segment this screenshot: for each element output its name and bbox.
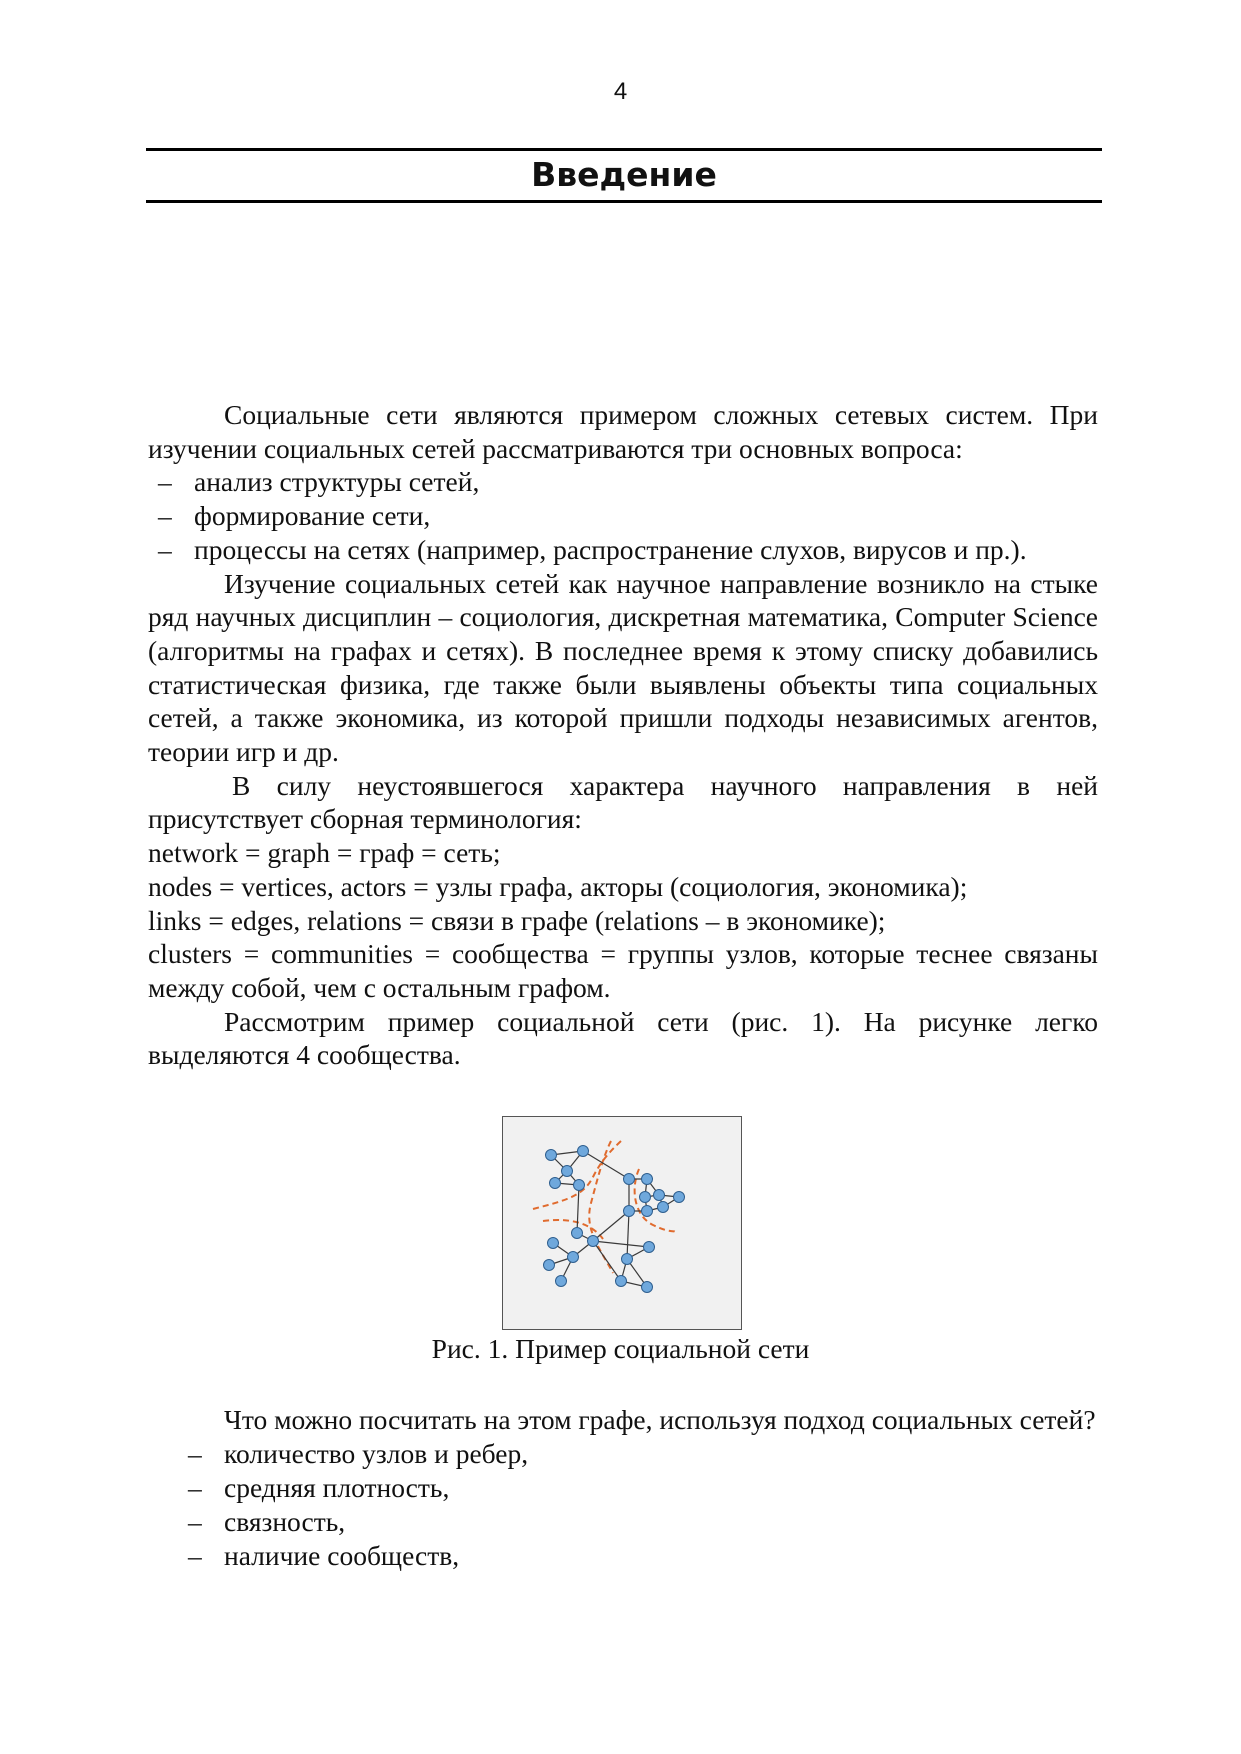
graph-node: [622, 1254, 633, 1265]
graph-node: [562, 1166, 573, 1177]
dash-bullet: –: [188, 1540, 202, 1571]
list-item: [148, 533, 1098, 567]
graph-node: [616, 1276, 627, 1287]
graph-node: [578, 1146, 589, 1157]
term-line: nodes = vertices, actors = узлы графа, акторы (социология, экономика);: [148, 870, 968, 902]
list-item-text: процессы на сетях (например, распространение слухов, вирусов и пр.).: [194, 533, 1027, 565]
list-item-text: формирование сети,: [194, 500, 431, 532]
terminology-intro: В силу неустоявшегося характера научного направления в ней присутствует сборная терминология:: [148, 769, 1098, 835]
graph-node: [568, 1252, 579, 1263]
graph-node: [624, 1206, 635, 1217]
list-item: [148, 465, 1098, 499]
graph-node: [642, 1174, 653, 1185]
term-line: links = edges, relations = связи в графе (relations – в экономике);: [148, 904, 886, 936]
list-item: [148, 1471, 1098, 1505]
graph-node: [624, 1174, 635, 1185]
dash-bullet: –: [158, 500, 172, 532]
graph-node: [556, 1276, 567, 1287]
history-paragraph: Изучение социальных сетей как научное направление возникло на стыке ряд научных дисциплин – социология, дискретная математика, Computer Science (алгоритмы на графах и сетях). В последнее время к этому списку добавились статистическая физика, где также были выявлены объекты типа социальных сетей, а также экономика, из которой пришли подходы независимых агентов, теории игр и др.: [148, 567, 1098, 768]
list-item-text: количество узлов и ребер,: [224, 1438, 529, 1469]
graph-node: [550, 1178, 561, 1189]
question-paragraph: Что можно посчитать на этом графе, используя подход социальных сетей?: [224, 1404, 1096, 1435]
page-number: 4: [613, 78, 628, 105]
figure-caption: Рис. 1. Пример социальной сети: [431, 1333, 810, 1364]
graph-node: [548, 1238, 559, 1249]
intro-section: [148, 398, 1098, 1072]
graph-edge: [593, 1241, 649, 1247]
list-item: [148, 1437, 1098, 1471]
dash-bullet: –: [158, 466, 172, 498]
page-title: Введение: [531, 155, 717, 194]
graph-edge: [627, 1211, 629, 1259]
graph-node: [640, 1192, 651, 1203]
dash-bullet: –: [188, 1506, 202, 1537]
heading-rule-top: [146, 148, 1102, 151]
intro-paragraph: Социальные сети являются примером сложных сетевых систем. При изучении социальных сетей рассматриваются три основных вопроса:: [148, 399, 1098, 464]
list-item-text: связность,: [224, 1506, 346, 1537]
list-item: [148, 499, 1098, 533]
term-line: network = graph = граф = сеть;: [148, 837, 501, 869]
graph-edge: [593, 1211, 629, 1241]
dash-bullet: –: [188, 1438, 202, 1469]
graph-edge: [593, 1241, 621, 1281]
network-graph: [503, 1117, 741, 1329]
list-item: [148, 1505, 1098, 1539]
heading-rule-bottom: [146, 200, 1102, 203]
question-section: [148, 1403, 1098, 1573]
graph-node: [674, 1192, 685, 1203]
graph-node: [644, 1242, 655, 1253]
graph-node: [654, 1190, 665, 1201]
example-paragraph: Рассмотрим пример социальной сети (рис. 1). На рисунке легко выделяются 4 сообщества.: [148, 1005, 1098, 1071]
graph-node: [642, 1282, 653, 1293]
graph-node: [544, 1260, 555, 1271]
graph-node: [658, 1202, 669, 1213]
graph-node: [642, 1206, 653, 1217]
graph-node: [572, 1228, 583, 1239]
list-item-text: средняя плотность,: [224, 1472, 450, 1503]
dash-bullet: –: [188, 1472, 202, 1503]
term-line: clusters = communities = сообщества = группы узлов, которые теснее связаны между собой, чем с остальным графом.: [148, 938, 1098, 1003]
list-item: [148, 1539, 1098, 1573]
graph-node: [546, 1150, 557, 1161]
graph-edge: [577, 1185, 579, 1233]
graph-node: [574, 1180, 585, 1191]
list-item-text: наличие сообществ,: [224, 1540, 460, 1571]
list-item-text: анализ структуры сетей,: [194, 466, 480, 498]
dash-bullet: –: [158, 533, 172, 565]
graph-node: [588, 1236, 599, 1247]
social-network-figure: [502, 1116, 742, 1330]
